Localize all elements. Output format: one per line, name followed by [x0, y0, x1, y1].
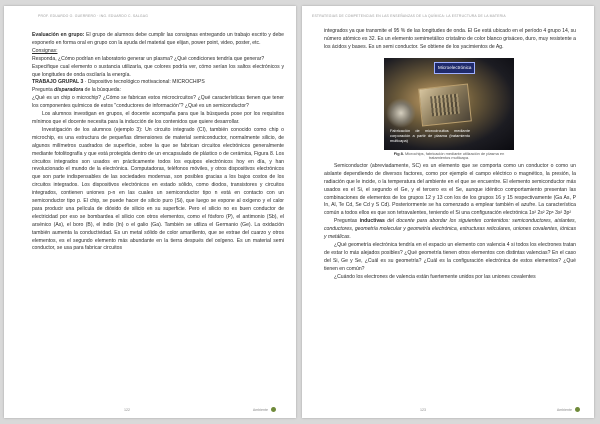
paragraph: [32, 111, 284, 127]
paragraph: [324, 163, 576, 218]
paragraph-text: Investigación de los alumnos (ejemplo 3): Un circuito integrado (CI), también conocido como chip o microchip, es una estructura de pequeñas dimensiones de material semiconductor, normalmente silicio, de algunos milímetros cuadrados de superficie, sobre la que se fabrican circuitos electrónicos generalmente mediante fotolitografía y que está protegida dentro de un encapsulado de plástico o de cerámica, Figura 8. Los circuitos integrados son usados en prácticamente todos los equipos electrónicos hoy en día, y han revolucionado el mundo de la electrónica. Computadoras, teléfonos móviles, y otros dispositivos electrónicos que son parte indispensables de las sociedades modernas, son posibles gracias a los bajos costos de los circuitos integrados. Los dispositivos electrónicos en estado sólido, como diodos, transistores y circuitos integrados, contienen uniones p-n en las cuales un semiconductor tipo n está en contacto con un semiconductor tipo p. El chip, se puede hacer de silicio puro (Si), que luego se expone al oxígeno y el calor para producir una película de dióxido de silicio en su superficie. Pero el silicio no es buen conductor de electricidad por eso se bombardea el silicio con otros elementos, como el fósforo (P), el antimonio (Sb), el arsénico (As), el boro (B), el indio (In) o el galio (Ga). También se utiliza el Germanio (Ge). La oxidación también aumenta la conductividad. Es un metal sólido de color amarillento, que se extrae del cuarzo y otros elementos, es el segundo elemento más abundante en la tierra después del oxígeno. Es un material semi conductor, se usa para fabricar circuitos: [32, 126, 284, 252]
paragraph-text: Semiconductor (abreviadamente, SC) es un elemento que se comporta como un conductor o como un aislante dependiendo de diversos factores, como por ejemplo el campo eléctrico o magnético, la presión, la radiación que le incide, o la temperatura del ambiente en el que se encuentre. El elemento semiconductor más usados es el Si, el segundo el Ge, y el tercero es el Se, aunque idéntico comportamiento presentan las combinaciones de elementos de los grupos 12 y 13 con los de los grupos 16 y 15 respectivamente (Ga As, P In, Al, Te Cd, Se Cd y S Cd). Posteriormente se ha comenzado a emplear también el azufre. La característica común a todos ellos es que son tetravalentes, teniendo el Si una configuración electrónica 1s² 2s² 2p⁶ 3s² 3p²: [324, 162, 576, 217]
footer-brand: Ambiente: [252, 407, 268, 412]
right-page: [302, 6, 594, 418]
paragraph: [32, 79, 284, 87]
paragraph-text: Especifique cual elemento o sustancia utilizaría, que colores podría ver, cómo serían los saltos electrónicos y que longitudes de onda oscilaría la energía.: [32, 63, 284, 78]
figure-8: [384, 58, 514, 161]
running-head-right: ESTRATEGIAS DE COMPETENCIAS EN LAS ENSEÑANZAS DE LA QUÍMICA: LA ESTRUCTURA DE LA MATERIA: [312, 14, 506, 18]
paragraph-text: ¿Qué geometría electrónica tendría en el espacio un elemento con valencia 4 si todos los electrones tratan de estar lo más alejados posibles? ¿Qué geometría tienen otros elementos con distintas valencias? En el caso del Si, Ge y Se, ¿Cuál es su geometría? ¿Cuál es la configuración electrónica de estos elementos? ¿Qué tienen en común?: [324, 241, 576, 272]
brand-logo-icon: [575, 407, 580, 412]
paragraph-emphasis: inductivas: [359, 218, 385, 225]
consignas-heading: Consignas:: [32, 47, 58, 54]
paragraph: [32, 87, 284, 95]
right-body-text: [324, 28, 576, 282]
footer-brand-right: [557, 407, 580, 412]
paragraph: [32, 127, 284, 254]
paragraph-text: Pregunta: [32, 87, 55, 94]
paragraph: [32, 95, 284, 111]
paragraph-text: Preguntas: [334, 218, 360, 225]
paragraph-emphasis: disparadora: [54, 87, 84, 94]
photo-tag: Microelectrónica: [434, 62, 475, 74]
paragraph: [324, 28, 576, 52]
footer-brand-left: [253, 407, 276, 412]
paragraph: [324, 242, 576, 274]
paragraph: [32, 64, 284, 80]
brand-logo-icon: [271, 407, 276, 412]
page-number: 123: [420, 408, 426, 412]
page-number: 122: [124, 408, 130, 412]
paragraph: [324, 218, 576, 242]
paragraph-text: del docente para abordar los siguientes contenidos: semiconductores, aislantes, conductores, geometría molecular y geometría electrónica, estructuras reticulares, uniones covalentes, iónicas y metálicas.: [324, 218, 576, 241]
figure-caption: [384, 152, 514, 161]
footer-left: [124, 408, 130, 412]
microchip-photo: [384, 58, 514, 150]
paragraph: [32, 56, 284, 64]
plasma-glow: [386, 98, 416, 128]
footer-right: [420, 408, 426, 412]
paragraph-text: · Dispositivo tecnológico motivacional: MICROCHIPS: [83, 79, 205, 86]
paragraph-lead: Evaluación en grupo:: [32, 32, 85, 38]
left-body-text: [32, 32, 284, 253]
paragraph-text: El grupo de alumnos debe cumplir las consignas entregando un trabajo escrito y debe exponerlo en forma oral en grupo con la ayuda del material que elijan, power point, video, poster, etc.: [32, 32, 284, 46]
paragraph-text: ¿Qué es un chip o microchip? ¿Cómo se fabrican estos microcircuitos? ¿Qué características tienen que tener los componentes químicos de estos "conductores de información"? ¿Qué es un semiconductor?: [32, 95, 284, 110]
paragraph-text: integrados ya que transmite el 95 % de las longitudes de onda. El Ge está ubicado en el período 4 grupo 14, su número atómico es 32. Es un elemento semimetálico cristalino de color blanco grisáceo, duro, muy resistente a los ácidos y bases. Es un semi conductor. Se obtiene de los yacimientos de Ag.: [324, 28, 576, 50]
footer-brand: Ambiente: [556, 407, 572, 412]
paragraph-lead: TRABAJO GRUPAL 3: [32, 79, 84, 86]
paragraph-text: ¿Cuándo los electrones de valencia están fuertemente unidos por las uniones covalentes: [334, 273, 536, 280]
paragraph-text: Los alumnos investigan en grupos, el docente acompaña para que la búsqueda pose por los requisitos mínimos que el docente necesita para la inducción de los contenidos que quiere desarrollar.: [32, 111, 284, 125]
paragraph-text: de la búsqueda:: [83, 87, 121, 94]
running-head-left: PROF. EDUARDO O. GUERRERO · ING. EDUARDO C. SALGAG: [38, 14, 149, 18]
chip-image: [418, 83, 472, 126]
figure-label: Fig 8.: [393, 150, 404, 156]
paragraph-text: Responda, ¿Cómo podrían en laboratorio generar un plasma? ¿Qué condiciones tendría que generar?: [32, 55, 265, 62]
paragraph: [324, 274, 576, 282]
figure-caption-text: Microchips, fabricación mediante utilización de plasma en tratamientos multicapa.: [403, 150, 505, 161]
photo-overlay-text: Fabricación de microcircuitos mediante corporación a partir de plasma (tratamiento multicapa): [390, 128, 470, 143]
paragraph: [32, 48, 284, 56]
left-page: [4, 6, 296, 418]
paragraph: [32, 32, 284, 48]
